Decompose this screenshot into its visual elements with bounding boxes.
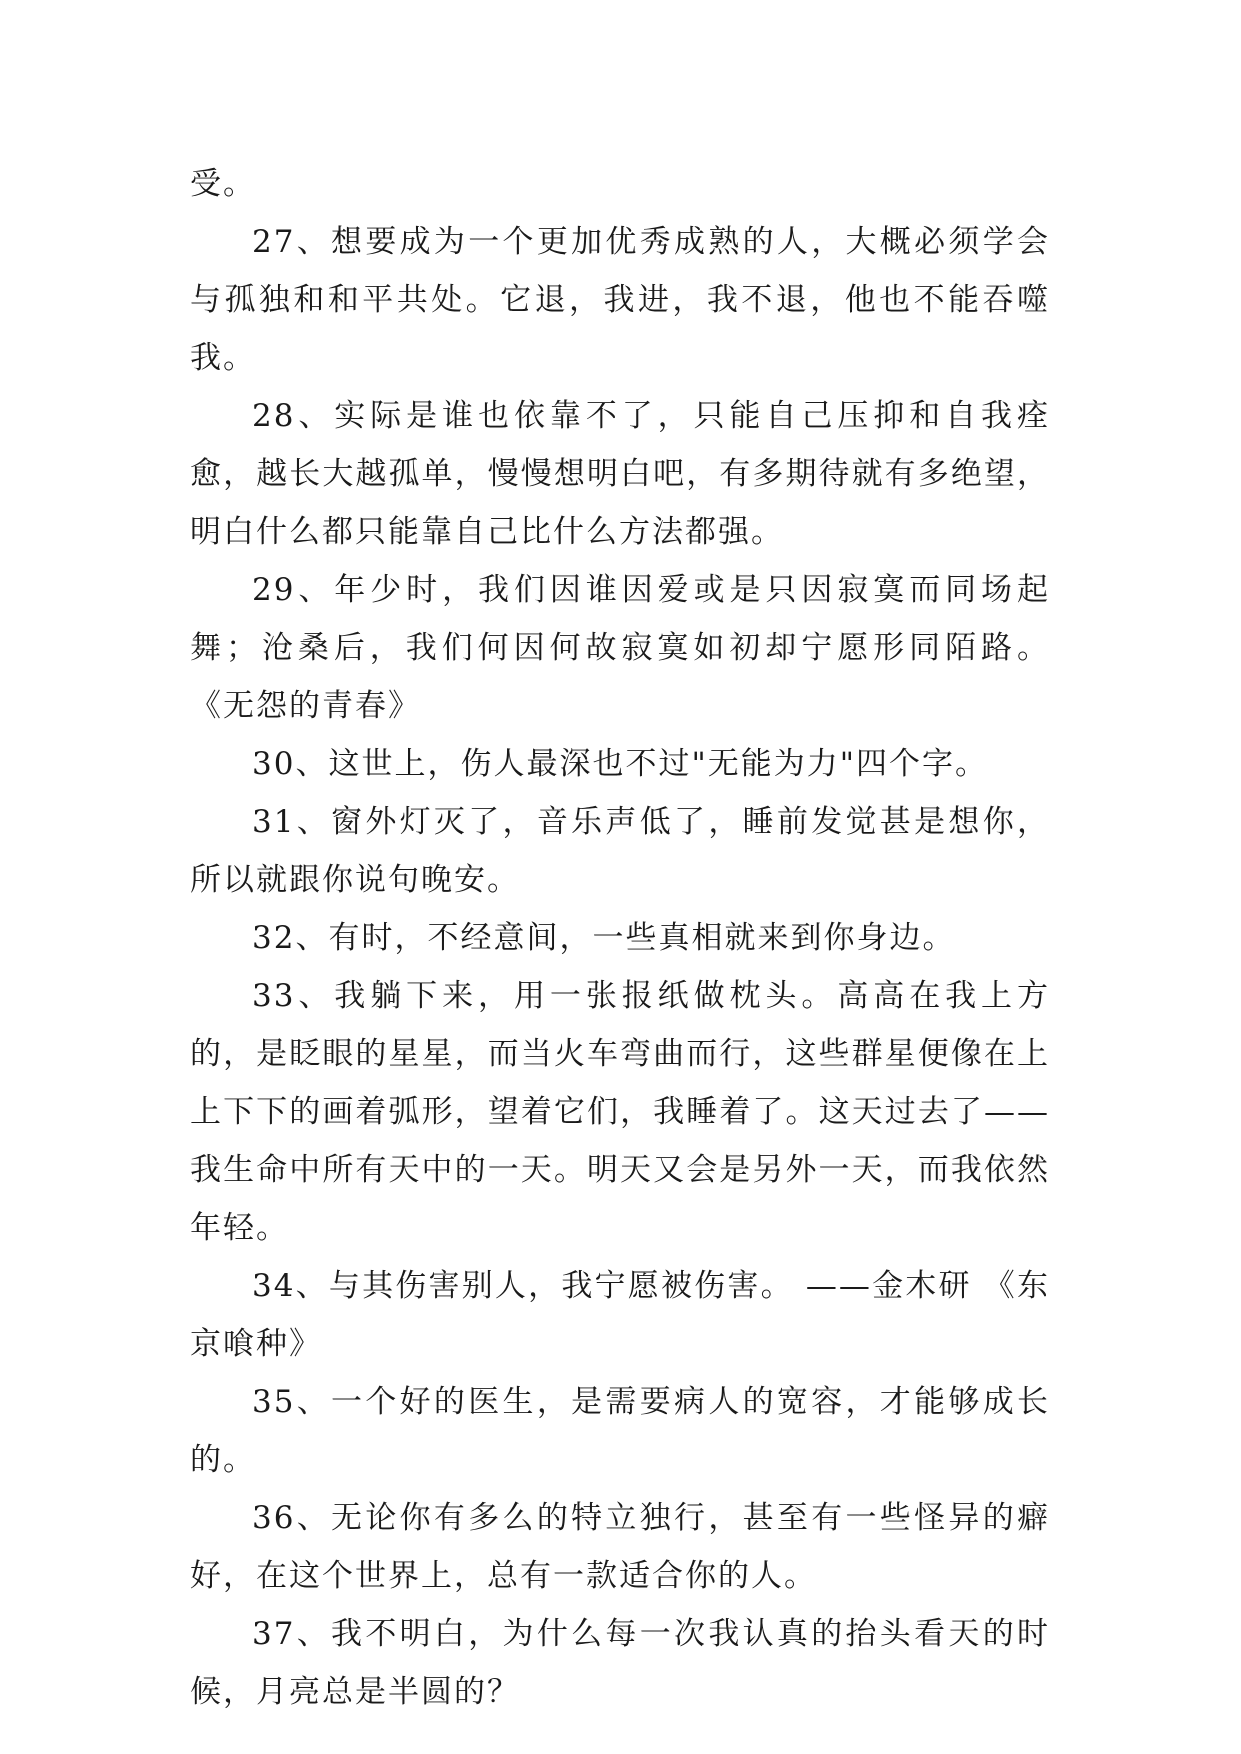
paragraph-32: 32、有时，不经意间，一些真相就来到你身边。 <box>252 920 956 956</box>
paragraph-29: 29、年少时，我们因谁因爱或是只因寂寞而同场起舞；沧桑后，我们何因何故寂寞如初却宁愿形同陌路。 《无怨的青春》 <box>190 572 1050 724</box>
paragraph-31: 31、窗外灯灭了，音乐声低了，睡前发觉甚是想你，所以就跟你说句晚安。 <box>190 804 1050 898</box>
paragraph-37: 37、我不明白，为什么每一次我认真的抬头看天的时候，月亮总是半圆的？ <box>190 1616 1050 1710</box>
document-body <box>190 155 1050 1721</box>
paragraph-35: 35、一个好的医生，是需要病人的宽容，才能够成长的。 <box>190 1384 1050 1478</box>
paragraph-27: 27、想要成为一个更加优秀成熟的人，大概必须学会与孤独和和平共处。它退，我进，我不退，他也不能吞噬我。 <box>190 224 1050 376</box>
paragraph-34: 34、与其伤害别人，我宁愿被伤害。 ——金木研 《东京喰种》 <box>190 1268 1050 1362</box>
paragraph-28: 28、实际是谁也依靠不了，只能自己压抑和自我痊愈，越长大越孤单，慢慢想明白吧，有多期待就有多绝望，明白什么都只能靠自己比什么方法都强。 <box>190 398 1050 550</box>
paragraph-continuation: 受。 <box>190 166 256 202</box>
paragraph-36: 36、无论你有多么的特立独行，甚至有一些怪异的癖好，在这个世界上，总有一款适合你的人。 <box>190 1500 1050 1594</box>
paragraph-30: 30、这世上，伤人最深也不过"无能为力"四个字。 <box>252 746 988 782</box>
paragraph-33: 33、我躺下来，用一张报纸做枕头。高高在我上方的，是眨眼的星星，而当火车弯曲而行，这些群星便像在上上下下的画着弧形，望着它们，我睡着了。这天过去了——我生命中所有天中的一天。明天又会是另外一天，而我依然年轻。 <box>190 978 1050 1246</box>
